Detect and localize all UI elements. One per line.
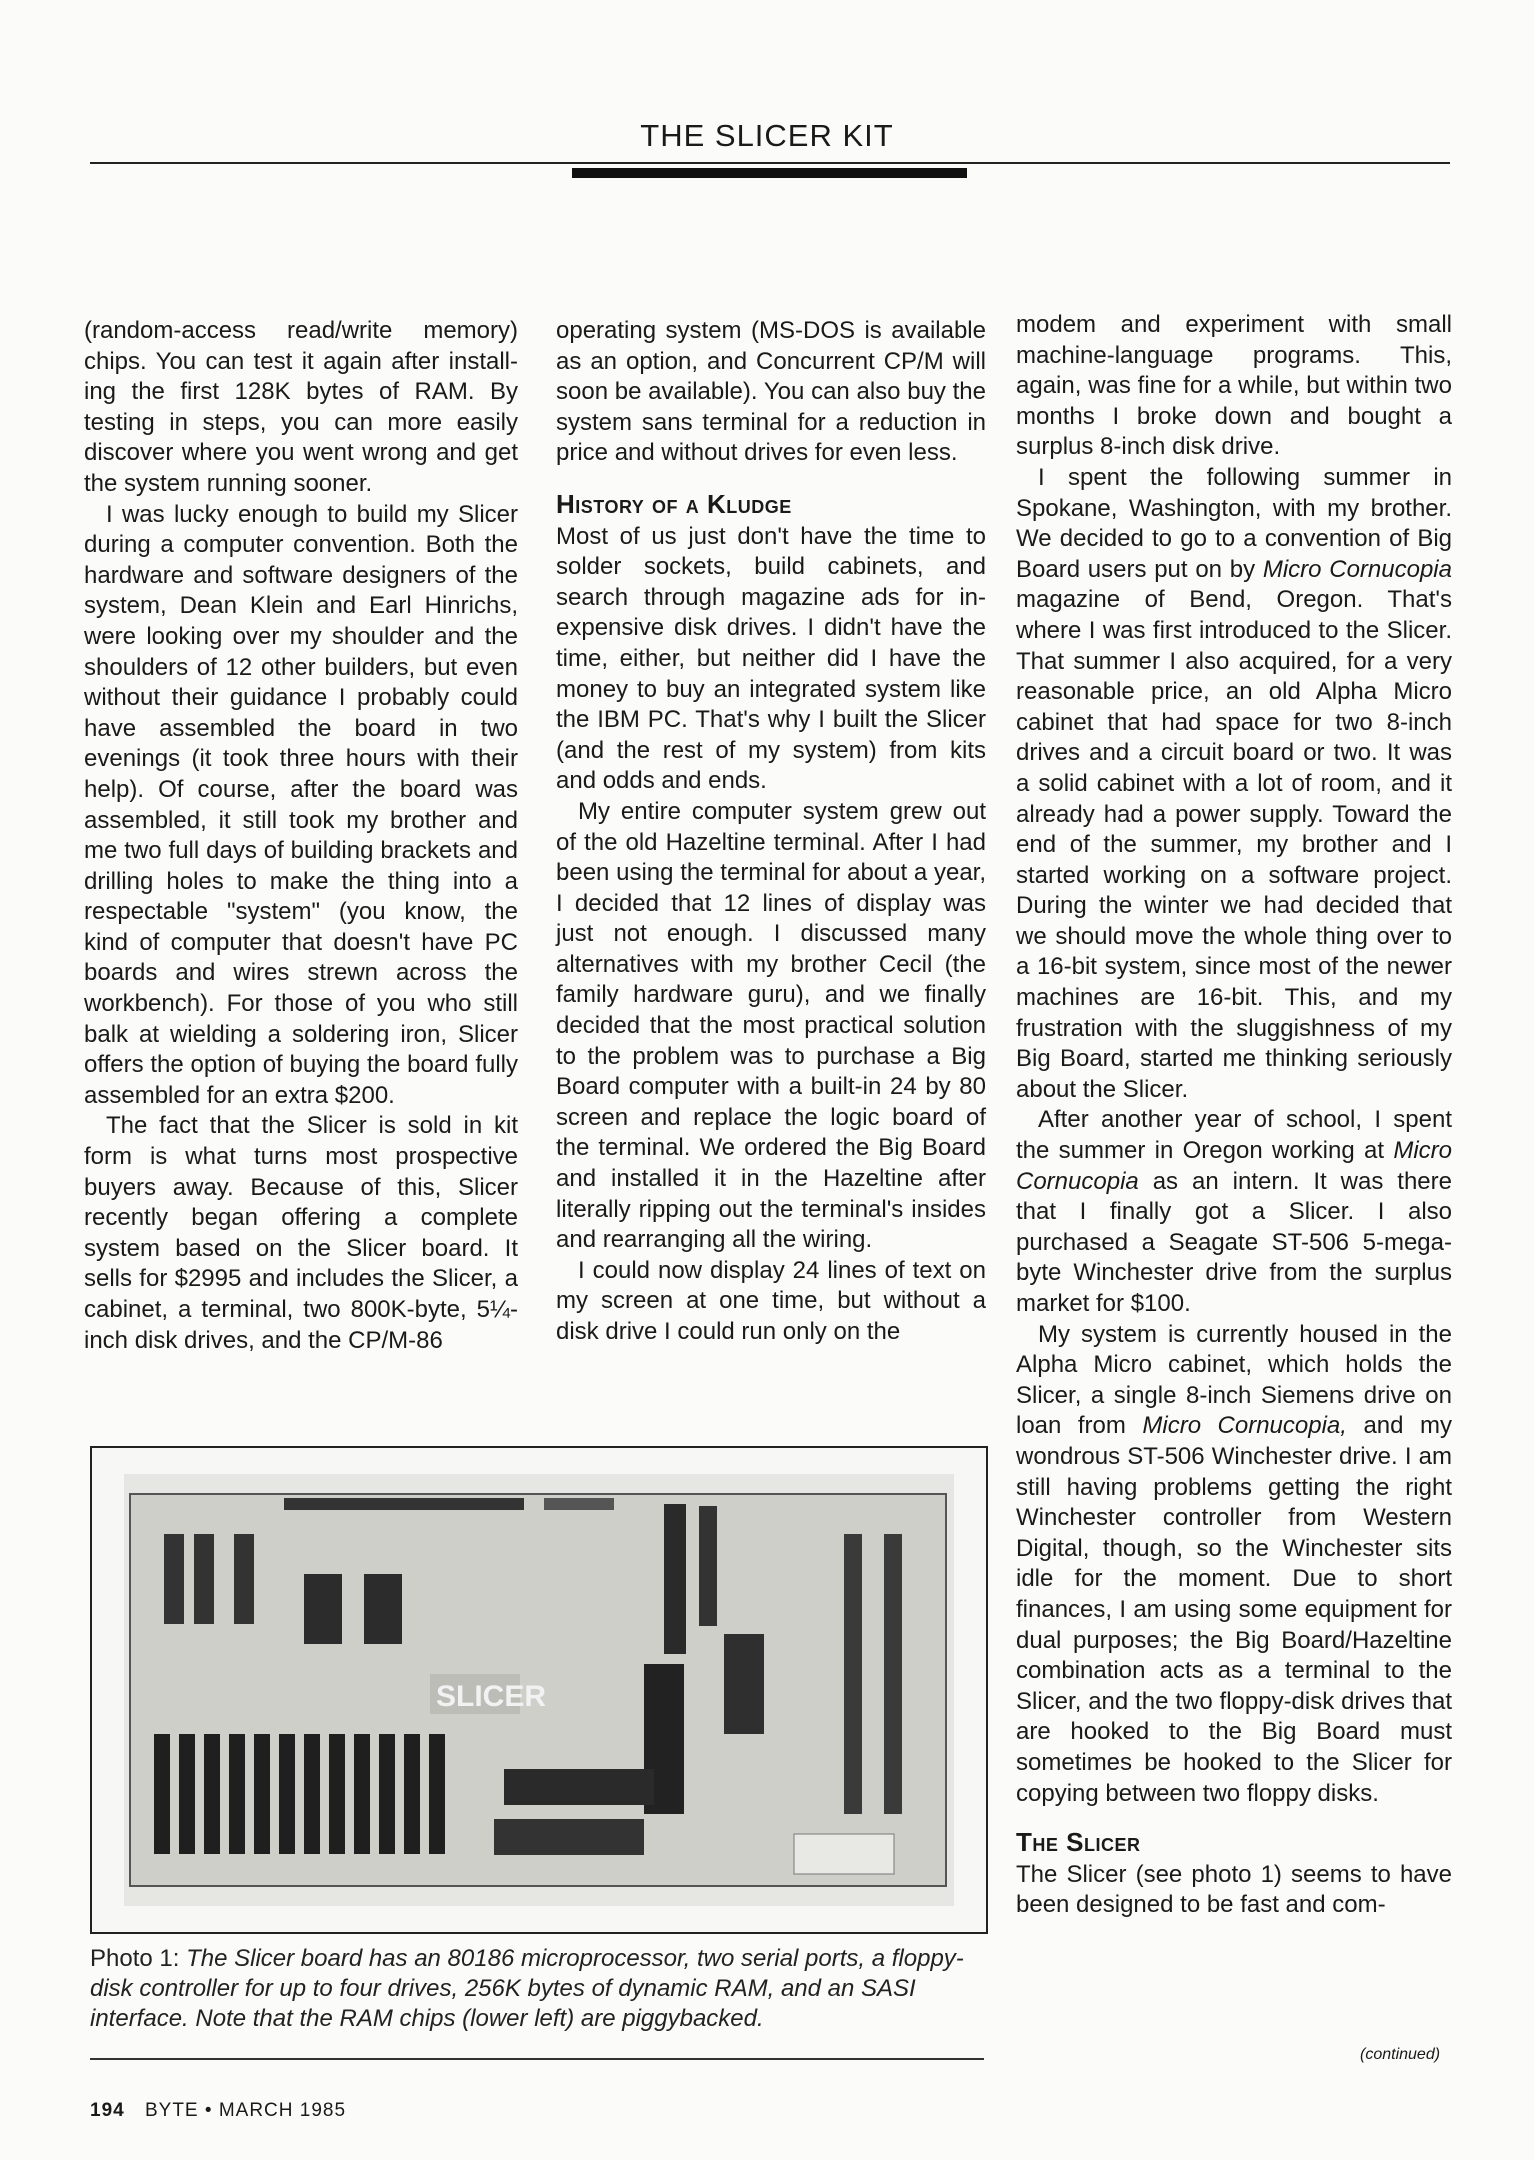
caption-label: Photo 1: bbox=[90, 1945, 180, 1972]
publication-line: BYTE • MARCH 1985 bbox=[144, 2100, 347, 2121]
board-logo-text: SLICER bbox=[436, 1680, 547, 1713]
text-run: as an intern. It was there that I finally got a Slicer. I also purchased a Seagate ST-506 5-megabyte Winchester drive from the surplus market for $100. bbox=[1016, 1167, 1452, 1317]
text-run: magazine of Bend, Oregon. That's where I was first introduced to the Slicer. That summer I also acquired, for a very reasonable price, an old Alpha Micro cabinet that had space for two 8-inch drives and a circuit board or two. It was a solid cabinet with a lot of room, and it already had a power supply. Toward the end of the summer, my brother and I started working on a software project. During the winter we had decided that we should move the whole thing over to a 16-bit system, since most of the newer machines are 16-bit. This, and my frustration with the sluggishness of my Big Board, started me thinking seriously about the Slicer. bbox=[1016, 586, 1452, 1103]
paragraph: operating system (MS-DOS is available as an option, and Concurrent CP/M will soon be available). You can also buy the system sans terminal for a reduction in price and without drives for even less. bbox=[556, 317, 986, 467]
column-1 bbox=[84, 316, 518, 1356]
paragraph: The fact that the Slicer is sold in kit form is what turns most prospective buyers away. Because of this, Slicer recently began offering a complete system based on the Slicer board. It sells for $2995 and includes the Slicer, a cabinet, a terminal, two 800K-byte, 5¼-inch disk drives, and the CP/M-86 bbox=[84, 1112, 518, 1354]
paragraph: (random-access read/write memory) chips. You can test it again after installing the first 128K bytes of RAM. By testing in steps, you can more easily discover where you went wrong and get the system running sooner. bbox=[84, 317, 518, 497]
header-rule bbox=[90, 162, 1450, 164]
magazine-name: Micro Cornucopia bbox=[1016, 1137, 1452, 1195]
section-heading-history: History of a Kludge bbox=[556, 488, 792, 519]
caption-text: The Slicer board has an 80186 microprocessor, two serial ports, a floppy-disk controller for up to four drives, 256K bytes of dynamic RAM, and an SASI interface. Note that the RAM chips (lower left) are piggybacked. bbox=[90, 1945, 964, 2032]
page-number: 194 bbox=[90, 2100, 125, 2121]
paragraph: I could now display 24 lines of text on my screen at one time, but without a disk drive I could run only on the bbox=[556, 1256, 986, 1345]
text-run: After another year of school, I spent the summer in Oregon working at bbox=[1016, 1106, 1452, 1165]
paragraph bbox=[1016, 463, 1452, 1105]
paragraph: modem and experiment with small machine-language programs. This, again, was fine for a while, but within two months I broke down and bought a surplus 8-inch disk drive. bbox=[1016, 311, 1452, 461]
page-footer bbox=[90, 2100, 346, 2122]
paragraph: I was lucky enough to build my Slicer during a computer convention. Both the hardware and software designers of the system, Dean Klein and Earl Hinrichs, were looking over my shoulder and the shoulders of 12 other builders, but even without their guidance I probably could have assembled the board in two evenings (it took three hours with their help). Of course, after the board was assembled, it still took my brother and me two full days of building brackets and drilling holes to make the thing into a respectable "system" (you know, the kind of computer that doesn't have PC boards and wires strewn across the workbench). For those of you who still balk at wielding a soldering iron, Slicer offers the option of buying the board fully assembled for an extra $200. bbox=[84, 500, 518, 1109]
column-3 bbox=[1016, 310, 1452, 1921]
caption-rule bbox=[90, 2058, 984, 2060]
paragraph: Most of us just don't have the time to solder sockets, build cabinets, and search through magazine ads for inexpensive disk drives. I didn't have the time, either, but neither did I have the money to buy an integrated system like the IBM PC. That's why I built the Slicer (and the rest of my system) from kits and odds and ends. bbox=[556, 522, 986, 795]
magazine-name: Micro Cornucopia, bbox=[1142, 1412, 1347, 1440]
photo-caption bbox=[90, 1944, 984, 2034]
column-2 bbox=[556, 316, 986, 1348]
text-run: I spent the following summer in Spokane, Washington, with my brother. We decided to go to a convention of Big Board users put on by bbox=[1016, 463, 1452, 583]
paragraph: My entire computer system grew out of the old Hazeltine terminal. After I had been using the terminal for about a year, I decided that 12 lines of display was just not enough. I discussed many alternatives with my brother Cecil (the family hardware guru), and we finally decided that the most practical solution to the problem was to purchase a Big Board computer with a built-in 24 by 80 screen and replace the logic board of the terminal. We ordered the Big Board and installed it in the Hazeltine after literally ripping out the terminal's insides and rearranging all the wiring. bbox=[556, 797, 986, 1254]
continued-note: (continued) bbox=[1360, 2046, 1441, 2063]
text-run: My system is currently housed in the Alpha Micro cabinet, which holds the Slicer, a single 8-inch Siemens drive on loan from bbox=[1016, 1320, 1452, 1440]
section-heading-slicer: The Slicer bbox=[1016, 1827, 1141, 1858]
photo-frame bbox=[90, 1446, 988, 1934]
paragraph bbox=[1016, 1320, 1452, 1810]
paragraph bbox=[1016, 1105, 1452, 1319]
header-bar bbox=[572, 168, 967, 178]
magazine-name: Micro Cornucopia bbox=[1262, 555, 1452, 583]
text-run: and my wondrous ST-506 Winchester drive. I am still having problems getting the right Winchester controller from Western Digital, though, so the Winchester sits idle for the moment. Due to short finances, I am using some equipment for dual purposes; the Big Board/Hazeltine combination acts as a terminal to the Slicer, and the two floppy-disk drives that are hooked to the Big Board must sometimes be hooked to the Slicer for copying between two floppy disks. bbox=[1016, 1412, 1452, 1807]
paragraph: The Slicer (see photo 1) seems to have been designed to be fast and com- bbox=[1016, 1860, 1452, 1919]
slicer-board-photo bbox=[124, 1474, 954, 1906]
page-header-title: THE SLICER KIT bbox=[640, 118, 894, 153]
